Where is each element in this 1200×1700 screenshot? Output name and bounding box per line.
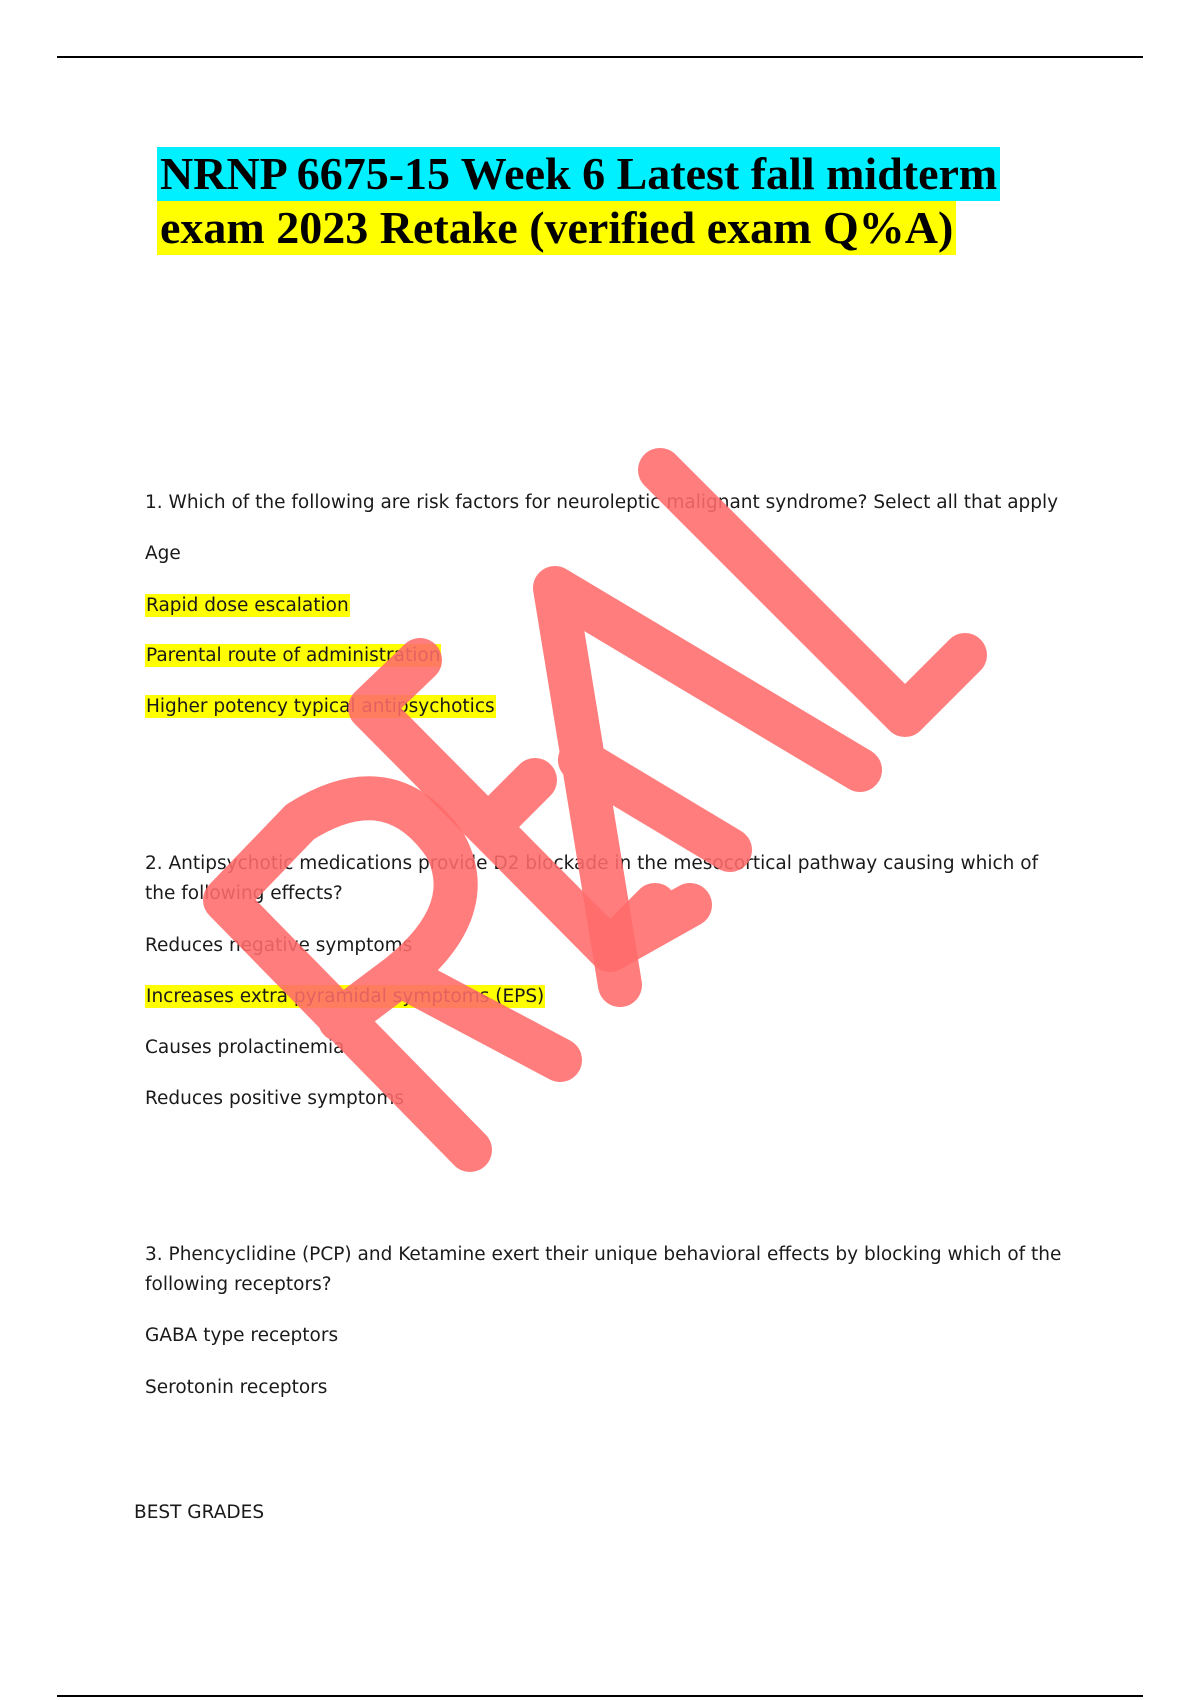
question-3-option-1 — [145, 1321, 338, 1351]
highlighted-answer: Higher potency typical antipsychotics — [146, 696, 495, 717]
question-1-option-1 — [145, 539, 181, 569]
option-text: Age — [145, 543, 181, 564]
question-1-option-3 — [145, 641, 441, 671]
document-title — [157, 147, 1117, 255]
question-1-prompt: 1. Which of the following are risk factors for neuroleptic malignant syndrome? Select all that apply — [145, 492, 1059, 513]
option-text: GABA type receptors — [145, 1325, 339, 1346]
title-line-2: exam 2023 Retake (verified exam Q%A) — [157, 201, 956, 255]
option-text: Reduces positive symptoms — [145, 1088, 404, 1109]
option-text: Serotonin receptors — [145, 1377, 328, 1398]
question-1-option-4 — [145, 692, 496, 722]
highlighted-answer: Parental route of administration — [146, 645, 441, 666]
question-2-option-3 — [145, 1033, 344, 1063]
question-2-option-2 — [145, 982, 545, 1012]
question-3-option-2 — [145, 1373, 327, 1403]
option-text: Reduces negative symptoms — [145, 935, 413, 956]
title-line-1: NRNP 6675-15 Week 6 Latest fall midterm — [157, 147, 1000, 201]
footer-label: BEST GRADES — [134, 1502, 265, 1523]
highlighted-answer: Rapid dose escalation — [146, 595, 349, 616]
top-rule — [57, 56, 1143, 58]
watermark-letter-a — [555, 588, 860, 985]
option-text: Causes prolactinemia — [145, 1037, 345, 1058]
question-2-option-1 — [145, 931, 412, 961]
question-2-prompt: 2. Antipsychotic medications provide D2 blockade in the mesocortical pathway causing which of the following effects? — [145, 853, 1039, 904]
highlighted-answer: Increases extra pyramidal symptoms (EPS) — [146, 986, 545, 1007]
question-1-option-2 — [145, 591, 350, 621]
bottom-rule — [57, 1695, 1143, 1697]
question-2-option-4 — [145, 1084, 404, 1114]
question-3-prompt: 3. Phencyclidine (PCP) and Ketamine exert their unique behavioral effects by blocking which of the following receptors? — [145, 1244, 1062, 1295]
